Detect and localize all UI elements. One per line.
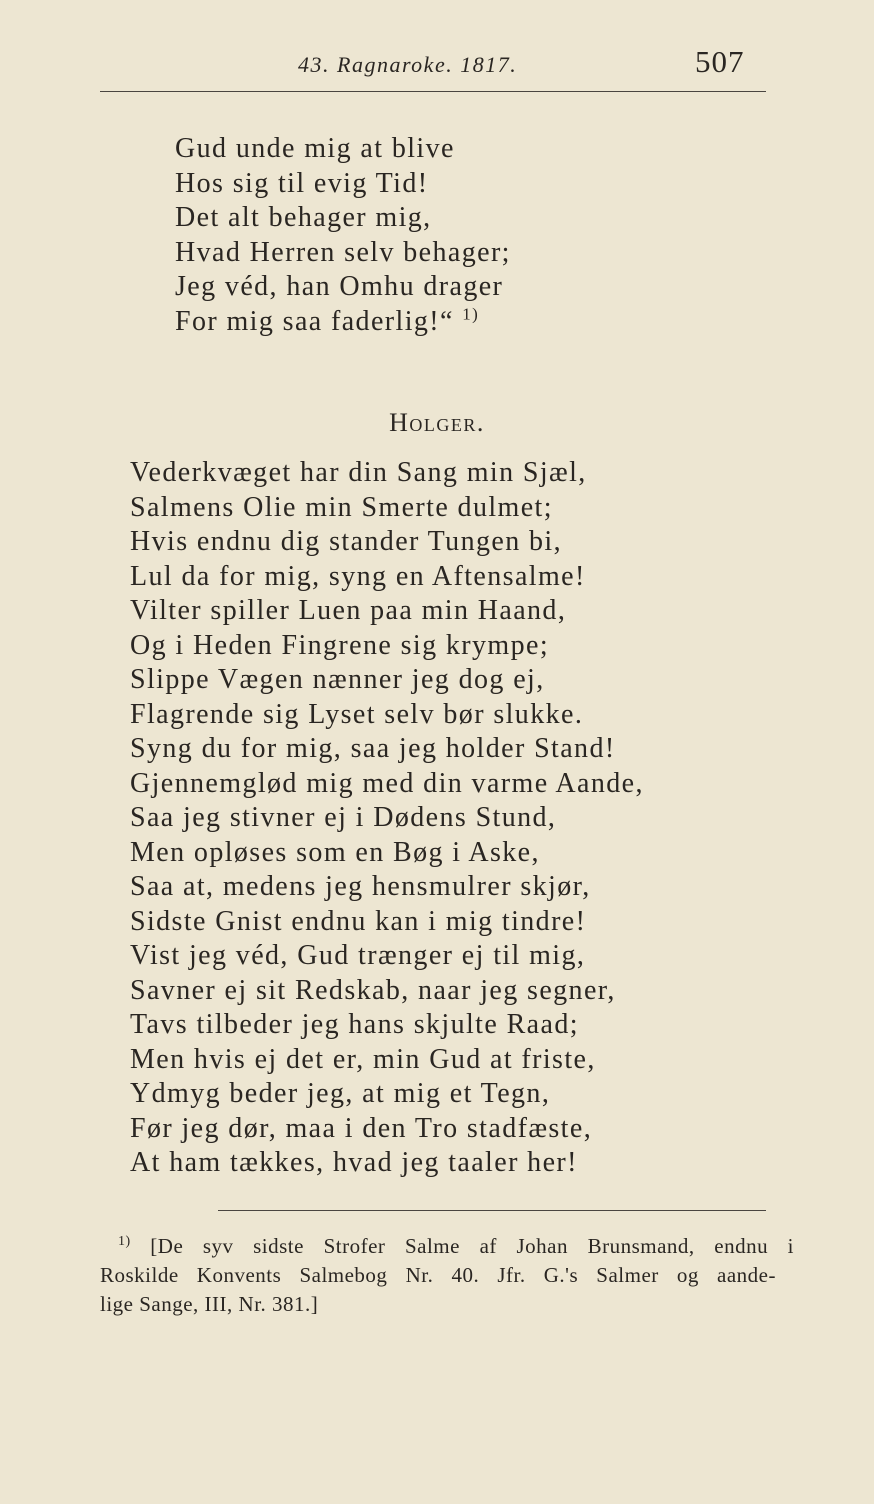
footnote-line: lige Sange, III, Nr. 381.] — [100, 1292, 319, 1316]
verse-line: Tavs tilbeder jeg hans skjulte Raad; — [130, 1009, 579, 1040]
footnote-line: Roskilde Konvents Salmebog Nr. 40. Jfr. G.'s Salmer og aande- — [100, 1263, 776, 1287]
verse-line: Vilter spiller Luen paa min Haand, — [130, 595, 567, 626]
verse-line-text: For mig saa faderlig!“ — [175, 305, 454, 337]
verse-line: Jeg véd, han Omhu drager — [175, 271, 504, 302]
verse-line: Lul da for mig, syng en Aftensalme! — [130, 560, 586, 592]
verse-line: Og i Heden Fingrene sig krympe; — [130, 629, 549, 661]
header-rule — [100, 91, 766, 92]
verse-line: Syng du for mig, saa jeg holder Stand! — [130, 733, 616, 764]
verse-line: Hos sig til evig Tid! — [175, 167, 429, 199]
verse-line: Ydmyg beder jeg, at mig et Tegn, — [130, 1078, 551, 1109]
page-number: 507 — [695, 44, 745, 79]
verse-line: Sidste Gnist endnu kan i mig tindre! — [130, 905, 587, 937]
verse-line: Hvad Herren selv behager; — [175, 236, 511, 268]
verse-line: Vist jeg véd, Gud trænger ej til mig, — [130, 940, 586, 971]
footnote-reference[interactable]: 1) — [462, 304, 480, 324]
speaker-heading: Holger. — [389, 408, 485, 437]
footnote-line — [100, 1232, 794, 1261]
verse-line-with-note — [175, 305, 511, 340]
verse-line: Hvis endnu dig stander Tungen bi, — [130, 526, 562, 557]
verse-line: At ham tækkes, hvad jeg taaler her! — [130, 1147, 578, 1178]
verse-line: Før jeg dør, maa i den Tro stadfæste, — [130, 1112, 593, 1144]
stanza-top — [175, 132, 511, 339]
verse-line: Men hvis ej det er, min Gud at friste, — [130, 1043, 596, 1075]
footnote — [100, 1232, 794, 1319]
verse-line: Saa jeg stivner ej i Dødens Stund, — [130, 802, 557, 833]
verse-line: Det alt behager mig, — [175, 202, 432, 233]
page-header — [0, 42, 874, 92]
footnote-rule — [218, 1210, 766, 1211]
footnote-mark: 1) — [118, 1234, 131, 1249]
verse-line: Gjennemglød mig med din varme Aande, — [130, 767, 644, 799]
footnote-text: [De syv sidste Strofer Salme af Johan Brunsmand, endnu i — [150, 1234, 794, 1258]
verse-line: Men opløses som en Bøg i Aske, — [130, 836, 540, 868]
verse-line: Gud unde mig at blive — [175, 133, 455, 164]
stanza-main — [130, 456, 644, 1181]
running-title: 43. Ragnaroke. 1817. — [298, 52, 518, 77]
verse-line: Saa at, medens jeg hensmulrer skjør, — [130, 871, 591, 902]
verse-line: Flagrende sig Lyset selv bør slukke. — [130, 698, 584, 730]
verse-line: Vederkvæget har din Sang min Sjæl, — [130, 457, 587, 488]
verse-line: Savner ej sit Redskab, naar jeg segner, — [130, 974, 616, 1006]
verse-line: Slippe Vægen nænner jeg dog ej, — [130, 664, 545, 695]
verse-line: Salmens Olie min Smerte dulmet; — [130, 491, 553, 523]
